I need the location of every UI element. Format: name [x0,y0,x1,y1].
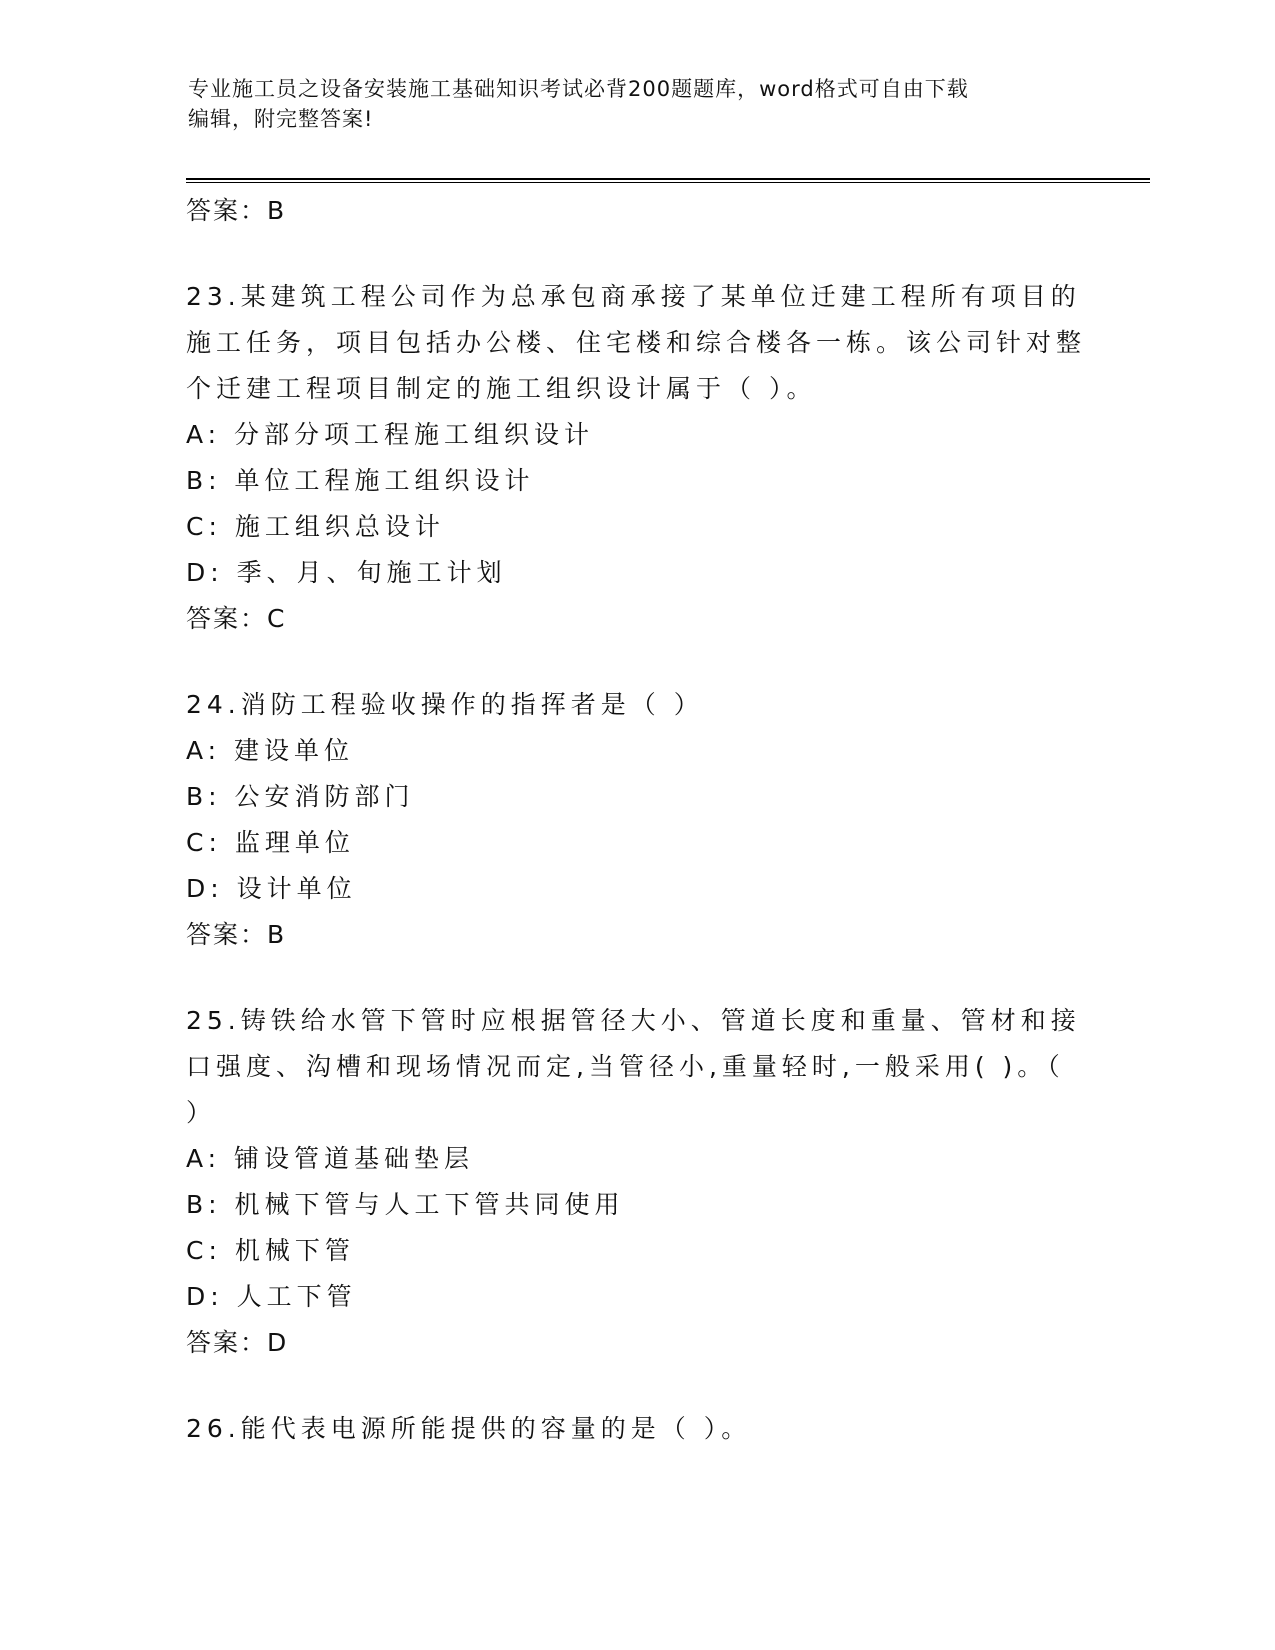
question-text: 26.能代表电源所能提供的容量的是（ ）。 [186,1414,752,1443]
option-c: C: 施工组织总设计 [186,512,445,541]
answer-line: 答案：B [186,196,287,225]
option-c: C: 监理单位 [186,828,355,857]
question-text: 23.某建筑工程公司作为总承包商承接了某单位迁建工程所有项目的施工任务，项目包括办公楼、住宅楼和综合楼各一栋。该公司针对整个迁建工程项目制定的施工组织设计属于（ ）。 [186,282,1087,403]
option-d: D: 设计单位 [186,874,357,903]
option-b: B: 单位工程施工组织设计 [186,466,535,495]
question-list [186,188,1086,1452]
question-block-25 [186,998,1086,1366]
option-b: B: 机械下管与人工下管共同使用 [186,1190,625,1219]
header-line-1: 专业施工员之设备安装施工基础知识考试必背200题题库，word格式可自由下载 [188,77,969,101]
option-a: A: 建设单位 [186,736,355,765]
option-c: C: 机械下管 [186,1236,355,1265]
header-divider-thin [186,182,1150,183]
answer-line: 答案：D [186,1328,289,1357]
answer-line: 答案：B [186,920,287,949]
answer-line: 答案：C [186,604,287,633]
option-a: A: 铺设管道基础垫层 [186,1144,475,1173]
option-b: B: 公安消防部门 [186,782,415,811]
question-block-23 [186,274,1086,642]
option-d: D: 季、月、旬施工计划 [186,558,507,587]
header-line-2: 编辑，附完整答案! [188,107,374,131]
option-a: A: 分部分项工程施工组织设计 [186,420,595,449]
page-header [188,74,1068,134]
question-text: 24.消防工程验收操作的指挥者是（ ） [186,690,704,719]
question-text: 25.铸铁给水管下管时应根据管径大小、管道长度和重量、管材和接口强度、沟槽和现场情况而定,当管径小,重量轻时,一般采用( )。（ ） [186,1006,1081,1127]
question-block-24 [186,682,1086,958]
question-block-26 [186,1406,1086,1452]
option-d: D: 人工下管 [186,1282,357,1311]
header-divider-thick [186,178,1150,180]
